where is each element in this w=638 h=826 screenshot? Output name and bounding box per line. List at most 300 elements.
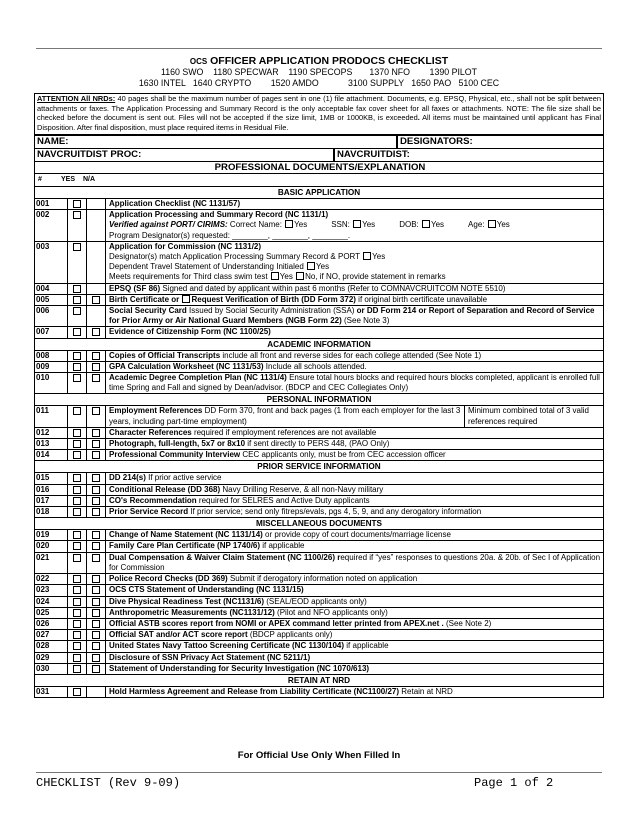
na-cell: [87, 641, 106, 651]
designator-codes-line1: 1160 SWO 1180 SPECWAR 1190 SPECOPS 1370 NFO 1390 PILOT: [160, 67, 477, 77]
item-title: Photograph, full-length, 5x7 or 8x10: [109, 439, 246, 449]
item-description: [106, 450, 603, 460]
references-note: Minimum combined total of 3 valid references required: [464, 406, 603, 426]
item-text: Issued by Social Security Administration (SSA): [186, 306, 357, 316]
item-description: [106, 574, 603, 584]
item-description: [106, 641, 603, 651]
na-checkbox[interactable]: [92, 429, 100, 437]
table-header: [35, 174, 603, 186]
item-number: 012: [35, 428, 68, 438]
yes-checkbox[interactable]: [73, 243, 81, 251]
yes-checkbox[interactable]: [73, 665, 81, 673]
attention-notice: ATTENTION All NRDs: 40 pages shall be the maximum number of pages sent in one (1) file attachment. Documents, e.g. EPSQ, Physical, etc., shall not be split between attachments or faxes. The Application Processing and Summary Record is the only acceptable fax cover sheet for all faxes or attachments. NOTE: The file size shall be checked before the document is sent out. Files will not be accepted if the size limit, 1MB or 1000KB, is exceeded. All items must be maintained until applicant has Final Disposition. After final disposition, must place required items in Residual File.: [34, 93, 604, 135]
yes-cell: [68, 406, 87, 426]
table-row: [35, 640, 603, 651]
na-cell: [87, 597, 106, 607]
na-checkbox[interactable]: [92, 508, 100, 516]
na-cell: [87, 530, 106, 540]
item-title: Academic Degree Completion Plan (NC 1131/4): [109, 373, 287, 383]
yes-checkbox[interactable]: [73, 554, 81, 562]
item-description: [106, 485, 603, 495]
item-description: [106, 664, 603, 674]
yes-cell: [68, 362, 87, 372]
attention-text-2: All items must be maintained until applicant has Final Disposition. After final disposition, must place required items in Residual File.: [37, 113, 601, 132]
verified-label: Verified against PORT/ CIRIMS:: [109, 220, 228, 230]
na-cell: [87, 439, 106, 449]
item-number: 017: [35, 496, 68, 506]
or-label: or: [169, 294, 182, 304]
yes-checkbox[interactable]: [73, 296, 81, 304]
yes-checkbox[interactable]: [73, 363, 81, 371]
attention-label: ATTENTION All NRDs:: [37, 94, 116, 103]
item-title: Social Security Card: [109, 306, 187, 316]
na-checkbox[interactable]: [92, 586, 100, 594]
yes-checkbox[interactable]: [73, 531, 81, 539]
table-row: [35, 607, 603, 618]
item-number: 014: [35, 450, 68, 460]
swim-no-checkbox[interactable]: [296, 272, 304, 280]
yes-cell: [68, 619, 87, 629]
section-retain-at-nrd: RETAIN AT NRD: [35, 674, 603, 686]
table-row: [35, 372, 603, 393]
item-title: Professional Community Interview: [109, 450, 241, 460]
col-na-header: N/A: [83, 176, 96, 183]
na-checkbox[interactable]: [92, 575, 100, 583]
item-number: 022: [35, 574, 68, 584]
bottom-divider: [36, 772, 602, 773]
table-row: [35, 540, 603, 551]
yes-checkbox[interactable]: [73, 211, 81, 219]
yes-checkbox[interactable]: [73, 598, 81, 606]
item-title-2: or DD Form 214 or Report of Separation and Record of Service for Prior Army or Air National Guard Members (NGB Form 22): [109, 306, 595, 326]
na-cell: [87, 485, 106, 495]
page-number: Page 1 of 2: [474, 776, 554, 790]
navcruitdist-proc-label: NAVCRUITDIST PROC:: [37, 149, 142, 160]
yes-label: Yes: [294, 220, 308, 230]
item-description: [106, 210, 603, 241]
yes-checkbox[interactable]: [73, 407, 81, 415]
table-row: [35, 305, 603, 326]
yes-checkbox[interactable]: [73, 474, 81, 482]
yes-checkbox[interactable]: [73, 307, 81, 315]
item-title: Statement of Understanding for Security Investigation (NC 1070/613): [109, 663, 370, 673]
na-checkbox[interactable]: [92, 363, 100, 371]
item-text: required for SELRES and Active Duty applicants: [196, 495, 370, 505]
yes-cell: [68, 373, 87, 393]
section-personal-information: PERSONAL INFORMATION: [35, 393, 603, 405]
yes-checkbox[interactable]: [73, 451, 81, 459]
yes-cell: [68, 597, 87, 607]
yes-cell: [68, 485, 87, 495]
yes-checkbox[interactable]: [73, 440, 81, 448]
na-cell: [87, 210, 106, 241]
item-description: [106, 295, 603, 305]
designator-match-checkbox[interactable]: [363, 252, 371, 260]
yes-checkbox[interactable]: [73, 542, 81, 550]
yes-cell: [68, 653, 87, 663]
swim-yes-checkbox[interactable]: [271, 272, 279, 280]
item-number: 026: [35, 619, 68, 629]
yes-checkbox[interactable]: [73, 620, 81, 628]
item-title: Official SAT and/or ACT score report: [109, 630, 248, 640]
yes-checkbox[interactable]: [73, 497, 81, 505]
item-text: required if employment references are not available: [191, 427, 377, 437]
yes-checkbox[interactable]: [73, 352, 81, 360]
na-cell: [87, 496, 106, 506]
yes-cell: [68, 284, 87, 294]
item-title: Dual Compensation & Waiver Claim Statement (NC 1100/26) r: [109, 552, 341, 562]
line-text: Meets requirements for Third class swim test: [109, 272, 270, 282]
page-title: [36, 56, 602, 67]
table-row: [35, 596, 603, 607]
program-designator-line: Program Designator(s) requested: ________, ________, ________.: [109, 230, 351, 240]
item-title: Prior Service Record: [109, 507, 189, 517]
na-checkbox[interactable]: [92, 554, 100, 562]
title-prefix: OCS: [189, 57, 208, 66]
item-description: [106, 619, 603, 629]
na-cell: [87, 507, 106, 517]
yes-checkbox[interactable]: [73, 200, 81, 208]
item-text: if applicable: [260, 541, 305, 551]
item-text: or provide copy of court documents/marriage license: [262, 530, 451, 540]
form-revision: CHECKLIST (Rev 9-09): [36, 776, 181, 790]
yes-checkbox[interactable]: [73, 688, 81, 696]
na-checkbox[interactable]: [92, 531, 100, 539]
item-title: Conditional Release (DD 368): [109, 484, 221, 494]
na-cell: [87, 687, 106, 697]
line-text: Dependent Travel Statement of Understanding Initialed: [109, 262, 307, 272]
item-description: [106, 541, 603, 551]
yes-cell: [68, 541, 87, 551]
item-title: Application for Commission (NC 1131/2): [109, 241, 262, 251]
item-description: [106, 428, 603, 438]
yes-checkbox[interactable]: [73, 486, 81, 494]
na-checkbox[interactable]: [92, 352, 100, 360]
item-title: CO's Recommendation: [109, 495, 197, 505]
table-row: [35, 663, 603, 674]
item-text: (See Note 2): [443, 618, 492, 628]
item-text: Submit if derogatory information noted on application: [227, 574, 418, 584]
na-cell: [87, 284, 106, 294]
na-checkbox[interactable]: [92, 497, 100, 505]
na-checkbox[interactable]: [92, 296, 100, 304]
verification-checkbox[interactable]: [182, 295, 190, 303]
item-title: GPA Calculation Worksheet (NC 1131/53): [109, 361, 264, 371]
na-cell: [87, 327, 106, 337]
na-checkbox[interactable]: [92, 631, 100, 639]
official-use-notice: For Official Use Only When Filled In: [237, 750, 401, 761]
item-title: Family Care Plan Certificate (NP 1740/6): [109, 541, 261, 551]
prof-docs-label: PROFESSIONAL DOCUMENTS/EXPLANATION: [214, 162, 426, 173]
ssn-checkbox[interactable]: [353, 220, 361, 228]
table-row: [35, 495, 603, 506]
navcruitdist-proc-field[interactable]: [34, 148, 334, 161]
designators-label: DESIGNATORS:: [400, 136, 473, 147]
item-number: 024: [35, 597, 68, 607]
item-text: CEC applicants only, must be from CEC accession officer: [240, 450, 446, 460]
navcruitdist-label: NAVCRUITDIST:: [337, 149, 410, 160]
na-cell: [87, 406, 106, 426]
item-main: [109, 406, 464, 426]
name-label: NAME:: [37, 136, 69, 147]
item-title: EPSQ (SF 86): [109, 283, 161, 293]
item-title: Copies of Official Transcripts: [109, 350, 221, 360]
na-checkbox[interactable]: [92, 451, 100, 459]
yes-cell: [68, 664, 87, 674]
navcruitdist-field[interactable]: [334, 148, 604, 161]
na-checkbox[interactable]: [92, 609, 100, 617]
item-text: Ensure total hours blocks and required hours blocks completed, applicant is enrolled full time Spring and Fall and signed by Dean/advisor. (BDCP and CEC Collegiates Only): [109, 373, 600, 393]
na-cell: [87, 541, 106, 551]
table-row: [35, 618, 603, 629]
yes-label: Yes: [316, 262, 330, 272]
yes-cell: [68, 574, 87, 584]
travel-statement-line: [109, 262, 603, 272]
table-row: [35, 405, 603, 426]
item-title: Application Checklist (NC 1131/57): [109, 199, 241, 208]
na-cell: [87, 553, 106, 573]
na-cell: [87, 653, 106, 663]
section-miscellaneous-documents: MISCELLANEOUS DOCUMENTS: [35, 517, 603, 529]
col-yes-header: YES: [61, 176, 76, 183]
no-label: No, if NO, provide statement in remarks: [305, 272, 446, 282]
item-number: 004: [35, 284, 68, 294]
yes-cell: [68, 641, 87, 651]
item-number: 018: [35, 507, 68, 517]
item-number: 016: [35, 485, 68, 495]
item-title: Dive Physical Readiness Test (NC1131/6): [109, 596, 265, 606]
item-title: Official ASTB scores report from NOMI or APEX command letter printed from APEX.net .: [109, 618, 444, 628]
table-row: [35, 584, 603, 595]
table-row: [35, 552, 603, 573]
item-number: 003: [35, 242, 68, 283]
item-description: [106, 653, 603, 663]
table-row: [35, 484, 603, 495]
travel-statement-checkbox[interactable]: [307, 262, 315, 270]
item-text: if sent directly to PERS 448, (PAO Only): [245, 439, 390, 449]
designator-codes-line2: 1630 INTEL 1640 CRYPTO 1520 AMDO 3100 SUPPLY 1650 PAO 5100 CEC: [138, 78, 500, 88]
age-checkbox[interactable]: [488, 220, 496, 228]
item-text: DD Form 370, front and back pages (1 from each employer for the last 3 years, including part-time employment): [109, 406, 461, 426]
na-checkbox[interactable]: [92, 486, 100, 494]
item-number: 021: [35, 553, 68, 573]
attention-text: 40 pages shall be the maximum number of pages sent in one (1) file attachment. Documents, e.g. EPSQ, Physical, etc., shall not be split between attachments or faxes. The Application Processing and Summary Record is the only acceptable fax cover sheet for all faxes or attachments. NOTE: The file size shall be checked before the document is sent out. Files will not be accepted if the size limit, 1MB or 1000KB, is exceeded: [37, 94, 601, 123]
na-checkbox[interactable]: [92, 542, 100, 550]
na-cell: [87, 585, 106, 595]
designators-field[interactable]: [397, 135, 604, 148]
item-number: 030: [35, 664, 68, 674]
na-cell: [87, 428, 106, 438]
item-title: DD 214(s): [109, 473, 146, 483]
table-row: [35, 506, 603, 517]
na-checkbox[interactable]: [92, 474, 100, 482]
yes-cell: [68, 473, 87, 483]
table-row: [35, 438, 603, 449]
item-description: [106, 597, 603, 607]
yes-cell: [68, 242, 87, 283]
na-cell: [87, 306, 106, 326]
item-title: Hold Harmless Agreement and Release from Liability Certificate (NC1100/27): [109, 686, 400, 696]
na-checkbox[interactable]: [92, 440, 100, 448]
na-cell: [87, 362, 106, 372]
na-checkbox[interactable]: [92, 598, 100, 606]
yes-cell: [68, 585, 87, 595]
item-text: If prior service; send only fitreps/evals, pgs 4, 5, 9, and any derogatory information: [188, 507, 482, 517]
yes-checkbox[interactable]: [73, 374, 81, 382]
item-description: [106, 473, 603, 483]
na-cell: [87, 574, 106, 584]
table-row: [35, 198, 603, 209]
item-number: 019: [35, 530, 68, 540]
table-row: [35, 629, 603, 640]
item-number: 013: [35, 439, 68, 449]
yes-cell: [68, 306, 87, 326]
na-cell: [87, 608, 106, 618]
yes-checkbox[interactable]: [73, 508, 81, 516]
na-cell: [87, 473, 106, 483]
item-description: [106, 351, 603, 361]
yes-checkbox[interactable]: [73, 642, 81, 650]
item-description: [106, 530, 603, 540]
na-cell: [87, 295, 106, 305]
dob-label: DOB:: [399, 220, 421, 230]
ssn-label: SSN:: [331, 220, 353, 230]
yes-label: Yes: [496, 220, 510, 230]
table-row: [35, 686, 603, 697]
yes-checkbox[interactable]: [73, 631, 81, 639]
checklist-table: [34, 173, 604, 698]
item-description: [106, 327, 603, 337]
table-row: [35, 529, 603, 540]
yes-cell: [68, 295, 87, 305]
table-row: [35, 326, 603, 337]
table-row: [35, 209, 603, 241]
item-number: 002: [35, 210, 68, 241]
yes-cell: [68, 351, 87, 361]
item-number: 015: [35, 473, 68, 483]
na-cell: [87, 199, 106, 209]
item-number: 001: [35, 199, 68, 209]
yes-cell: [68, 553, 87, 573]
yes-checkbox[interactable]: [73, 328, 81, 336]
verification-line: [109, 220, 603, 230]
yes-checkbox[interactable]: [73, 429, 81, 437]
col-num-header: #: [38, 176, 42, 183]
item-description: [106, 507, 603, 517]
item-title: Employment References: [109, 406, 203, 416]
table-row: [35, 350, 603, 361]
item-number: 005: [35, 295, 68, 305]
yes-cell: [68, 327, 87, 337]
section-academic-information: ACADEMIC INFORMATION: [35, 338, 603, 350]
item-description: [106, 585, 603, 595]
item-text: if original birth certificate unavailable: [355, 294, 488, 304]
na-cell: [87, 450, 106, 460]
item-title: Application Processing and Summary Record (NC 1131/1): [109, 210, 329, 220]
dob-checkbox[interactable]: [422, 220, 430, 228]
item-number: 025: [35, 608, 68, 618]
item-description: [106, 496, 603, 506]
header: [36, 56, 602, 89]
item-number: 027: [35, 630, 68, 640]
yes-cell: [68, 687, 87, 697]
item-text: (SEAL/EOD applicants only): [264, 596, 367, 606]
item-text: (Pilot and NFO applicants only): [274, 607, 388, 617]
yes-cell: [68, 428, 87, 438]
item-title-2: Request Verification of Birth (DD Form 372): [191, 294, 356, 304]
item-description: [106, 553, 603, 573]
na-checkbox[interactable]: [92, 620, 100, 628]
item-text: If prior active service: [145, 473, 222, 483]
yes-checkbox[interactable]: [73, 285, 81, 293]
item-number: 006: [35, 306, 68, 326]
item-title: Anthropometric Measurements (NC1131/12): [109, 607, 275, 617]
yes-checkbox[interactable]: [73, 654, 81, 662]
swim-test-line: [109, 272, 603, 282]
na-checkbox[interactable]: [92, 665, 100, 673]
item-description: [106, 242, 603, 283]
correct-name-checkbox[interactable]: [285, 220, 293, 228]
item-number: 011: [35, 406, 68, 426]
yes-label: Yes: [372, 252, 386, 262]
professional-documents-heading: [34, 161, 604, 173]
table-row: [35, 573, 603, 584]
item-description: [106, 373, 603, 393]
na-checkbox[interactable]: [92, 328, 100, 336]
item-number: 009: [35, 362, 68, 372]
table-row: [35, 361, 603, 372]
yes-cell: [68, 496, 87, 506]
top-divider: [36, 48, 602, 49]
na-cell: [87, 351, 106, 361]
item-title: Character References: [109, 427, 192, 437]
na-checkbox[interactable]: [92, 642, 100, 650]
item-description: [106, 439, 603, 449]
item-description: [106, 608, 603, 618]
yes-checkbox[interactable]: [73, 609, 81, 617]
item-title: United States Navy Tattoo Screening Certificate (NC 1130/104): [109, 641, 345, 651]
item-description: [106, 284, 603, 294]
na-cell: [87, 373, 106, 393]
na-checkbox[interactable]: [92, 407, 100, 415]
table-row: [35, 241, 603, 283]
table-row: [35, 283, 603, 294]
yes-cell: [68, 199, 87, 209]
table-row: [35, 652, 603, 663]
yes-cell: [68, 507, 87, 517]
item-text: if applicable: [344, 641, 389, 651]
name-field[interactable]: [34, 135, 397, 148]
item-text: Signed and dated by applicant within past 6 months (Refer to COMNAVCRUITCOM NOTE 5510): [160, 283, 506, 293]
item-title: Police Record Checks (DD 369): [109, 574, 228, 584]
designator-match-line: [109, 252, 603, 262]
table-row: [35, 294, 603, 305]
item-number: 023: [35, 585, 68, 595]
item-description: [106, 362, 603, 372]
item-title: Birth Certificate: [109, 294, 170, 304]
yes-checkbox[interactable]: [73, 586, 81, 594]
yes-cell: [68, 439, 87, 449]
item-description: [106, 306, 603, 326]
na-checkbox[interactable]: [92, 374, 100, 382]
item-description: [106, 199, 603, 209]
na-checkbox[interactable]: [92, 654, 100, 662]
table-row: [35, 449, 603, 460]
yes-label: Yes: [279, 272, 296, 282]
item-number: 020: [35, 541, 68, 551]
yes-checkbox[interactable]: [73, 575, 81, 583]
item-text: Navy Drilling Reserve, & all non-Navy military: [220, 484, 384, 494]
